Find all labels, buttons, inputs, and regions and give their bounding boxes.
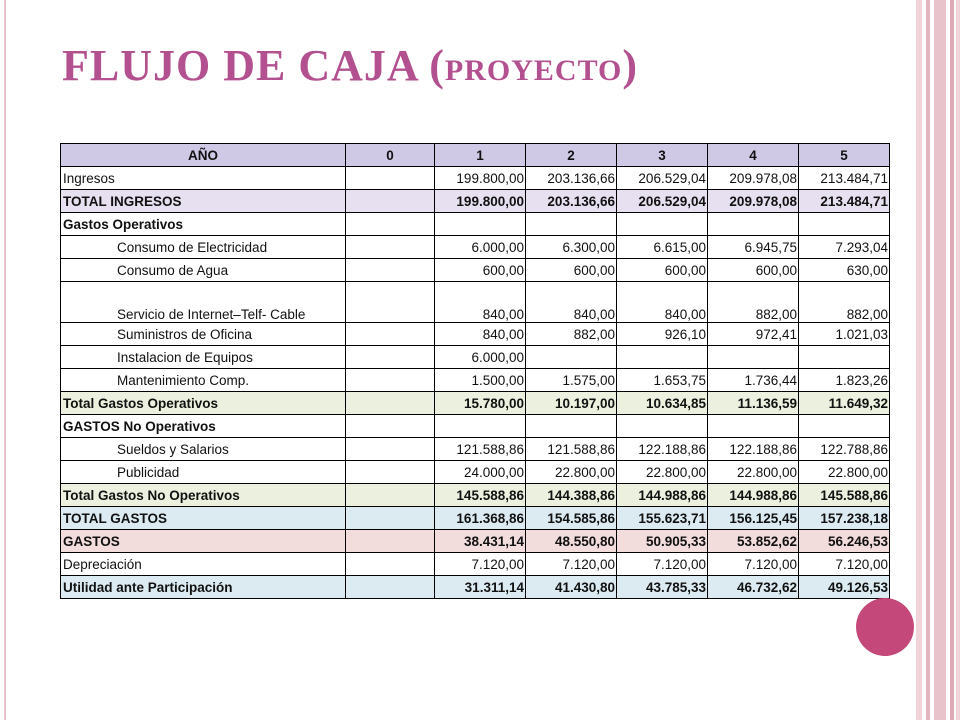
table-row [61, 259, 890, 282]
value-cell: 50.905,33 [617, 530, 708, 553]
table-row [61, 323, 890, 346]
value-cell: 600,00 [708, 259, 799, 282]
value-cell [435, 213, 526, 236]
table-row [61, 282, 890, 323]
value-cell: 926,10 [617, 323, 708, 346]
value-cell: 199.800,00 [435, 167, 526, 190]
value-cell: 882,00 [708, 282, 799, 323]
table-row [61, 346, 890, 369]
table-row [61, 190, 890, 213]
value-cell: 121.588,86 [435, 438, 526, 461]
table-row [61, 392, 890, 415]
value-cell: 7.120,00 [617, 553, 708, 576]
row-label: TOTAL INGRESOS [61, 190, 346, 213]
value-cell: 1.736,44 [708, 369, 799, 392]
value-cell [526, 415, 617, 438]
value-cell [346, 190, 435, 213]
decorative-stripes [916, 0, 960, 720]
value-cell [346, 461, 435, 484]
value-cell: 600,00 [617, 259, 708, 282]
value-cell [799, 213, 890, 236]
value-cell [346, 213, 435, 236]
page-title: FLUJO DE CAJA (PROYECTO) [62, 41, 639, 90]
value-cell: 11.649,32 [799, 392, 890, 415]
row-label: Mantenimiento Comp. [61, 369, 346, 392]
value-cell: 156.125,45 [708, 507, 799, 530]
row-label: Consumo de Agua [61, 259, 346, 282]
value-cell: 882,00 [526, 323, 617, 346]
value-cell: 56.246,53 [799, 530, 890, 553]
value-cell [526, 346, 617, 369]
value-cell: 11.136,59 [708, 392, 799, 415]
value-cell: 161.368,86 [435, 507, 526, 530]
value-cell [346, 369, 435, 392]
value-cell: 7.120,00 [526, 553, 617, 576]
table-row [61, 576, 890, 599]
value-cell: 53.852,62 [708, 530, 799, 553]
value-cell: 600,00 [435, 259, 526, 282]
value-cell [708, 346, 799, 369]
value-cell: 15.780,00 [435, 392, 526, 415]
value-cell [346, 259, 435, 282]
value-cell [435, 415, 526, 438]
value-cell: 41.430,80 [526, 576, 617, 599]
value-cell [526, 213, 617, 236]
header-cell: 5 [799, 144, 890, 167]
value-cell [346, 576, 435, 599]
value-cell: 121.588,86 [526, 438, 617, 461]
value-cell: 1.500,00 [435, 369, 526, 392]
table-header-row [61, 144, 890, 167]
value-cell [346, 346, 435, 369]
row-label: Depreciación [61, 553, 346, 576]
cash-flow-table [60, 143, 890, 599]
value-cell [346, 392, 435, 415]
header-cell: 4 [708, 144, 799, 167]
table-row [61, 236, 890, 259]
value-cell: 209.978,08 [708, 167, 799, 190]
value-cell [346, 167, 435, 190]
value-cell: 7.120,00 [708, 553, 799, 576]
row-label: Ingresos [61, 167, 346, 190]
value-cell: 31.311,14 [435, 576, 526, 599]
row-label: Gastos Operativos [61, 213, 346, 236]
value-cell: 840,00 [435, 323, 526, 346]
row-label: Total Gastos No Operativos [61, 484, 346, 507]
value-cell: 1.823,26 [799, 369, 890, 392]
row-label: Publicidad [61, 461, 346, 484]
value-cell: 144.988,86 [708, 484, 799, 507]
decorative-circle [856, 598, 914, 656]
row-label: GASTOS No Operativos [61, 415, 346, 438]
value-cell: 1.575,00 [526, 369, 617, 392]
value-cell: 206.529,04 [617, 190, 708, 213]
table-row [61, 369, 890, 392]
value-cell: 6.000,00 [435, 346, 526, 369]
value-cell: 209.978,08 [708, 190, 799, 213]
table-row [61, 461, 890, 484]
value-cell: 145.588,86 [435, 484, 526, 507]
value-cell: 600,00 [526, 259, 617, 282]
value-cell: 49.126,53 [799, 576, 890, 599]
value-cell: 199.800,00 [435, 190, 526, 213]
value-cell: 840,00 [435, 282, 526, 323]
row-label: Consumo de Electricidad [61, 236, 346, 259]
value-cell [346, 507, 435, 530]
value-cell: 22.800,00 [617, 461, 708, 484]
value-cell [346, 530, 435, 553]
value-cell: 122.788,86 [799, 438, 890, 461]
value-cell: 630,00 [799, 259, 890, 282]
value-cell: 144.388,86 [526, 484, 617, 507]
value-cell: 46.732,62 [708, 576, 799, 599]
table-row [61, 167, 890, 190]
value-cell: 22.800,00 [708, 461, 799, 484]
value-cell [346, 415, 435, 438]
value-cell: 10.197,00 [526, 392, 617, 415]
row-label: Total Gastos Operativos [61, 392, 346, 415]
value-cell: 213.484,71 [799, 190, 890, 213]
value-cell: 203.136,66 [526, 167, 617, 190]
row-label: Servicio de Internet–Telf- Cable [61, 282, 346, 323]
header-cell: 2 [526, 144, 617, 167]
value-cell: 24.000,00 [435, 461, 526, 484]
table-row [61, 438, 890, 461]
header-cell: AÑO [61, 144, 346, 167]
value-cell [708, 213, 799, 236]
value-cell [346, 484, 435, 507]
value-cell: 48.550,80 [526, 530, 617, 553]
value-cell: 6.300,00 [526, 236, 617, 259]
value-cell: 213.484,71 [799, 167, 890, 190]
value-cell: 154.585,86 [526, 507, 617, 530]
value-cell: 7.120,00 [799, 553, 890, 576]
value-cell [346, 438, 435, 461]
value-cell: 7.120,00 [435, 553, 526, 576]
value-cell: 22.800,00 [799, 461, 890, 484]
value-cell: 840,00 [526, 282, 617, 323]
value-cell: 122.188,86 [617, 438, 708, 461]
header-cell: 1 [435, 144, 526, 167]
value-cell [346, 236, 435, 259]
value-cell [346, 323, 435, 346]
value-cell: 6.615,00 [617, 236, 708, 259]
value-cell [799, 346, 890, 369]
value-cell: 972,41 [708, 323, 799, 346]
value-cell: 157.238,18 [799, 507, 890, 530]
value-cell [799, 415, 890, 438]
table-row [61, 415, 890, 438]
value-cell: 1.021,03 [799, 323, 890, 346]
value-cell [346, 553, 435, 576]
value-cell: 10.634,85 [617, 392, 708, 415]
value-cell [617, 415, 708, 438]
value-cell: 122.188,86 [708, 438, 799, 461]
table-row [61, 553, 890, 576]
value-cell [617, 346, 708, 369]
value-cell: 145.588,86 [799, 484, 890, 507]
row-label: Utilidad ante Participación [61, 576, 346, 599]
header-cell: 0 [346, 144, 435, 167]
value-cell: 38.431,14 [435, 530, 526, 553]
table-row [61, 484, 890, 507]
table-row [61, 530, 890, 553]
row-label: Sueldos y Salarios [61, 438, 346, 461]
row-label: Instalacion de Equipos [61, 346, 346, 369]
value-cell: 6.000,00 [435, 236, 526, 259]
value-cell: 840,00 [617, 282, 708, 323]
value-cell: 22.800,00 [526, 461, 617, 484]
value-cell [617, 213, 708, 236]
value-cell: 203.136,66 [526, 190, 617, 213]
value-cell: 6.945,75 [708, 236, 799, 259]
value-cell: 144.988,86 [617, 484, 708, 507]
value-cell: 1.653,75 [617, 369, 708, 392]
value-cell: 43.785,33 [617, 576, 708, 599]
value-cell: 206.529,04 [617, 167, 708, 190]
table-row [61, 213, 890, 236]
row-label: TOTAL GASTOS [61, 507, 346, 530]
header-cell: 3 [617, 144, 708, 167]
value-cell [708, 415, 799, 438]
row-label: GASTOS [61, 530, 346, 553]
value-cell: 155.623,71 [617, 507, 708, 530]
value-cell: 7.293,04 [799, 236, 890, 259]
table-row [61, 507, 890, 530]
row-label: Suministros de Oficina [61, 323, 346, 346]
value-cell: 882,00 [799, 282, 890, 323]
value-cell [346, 282, 435, 323]
